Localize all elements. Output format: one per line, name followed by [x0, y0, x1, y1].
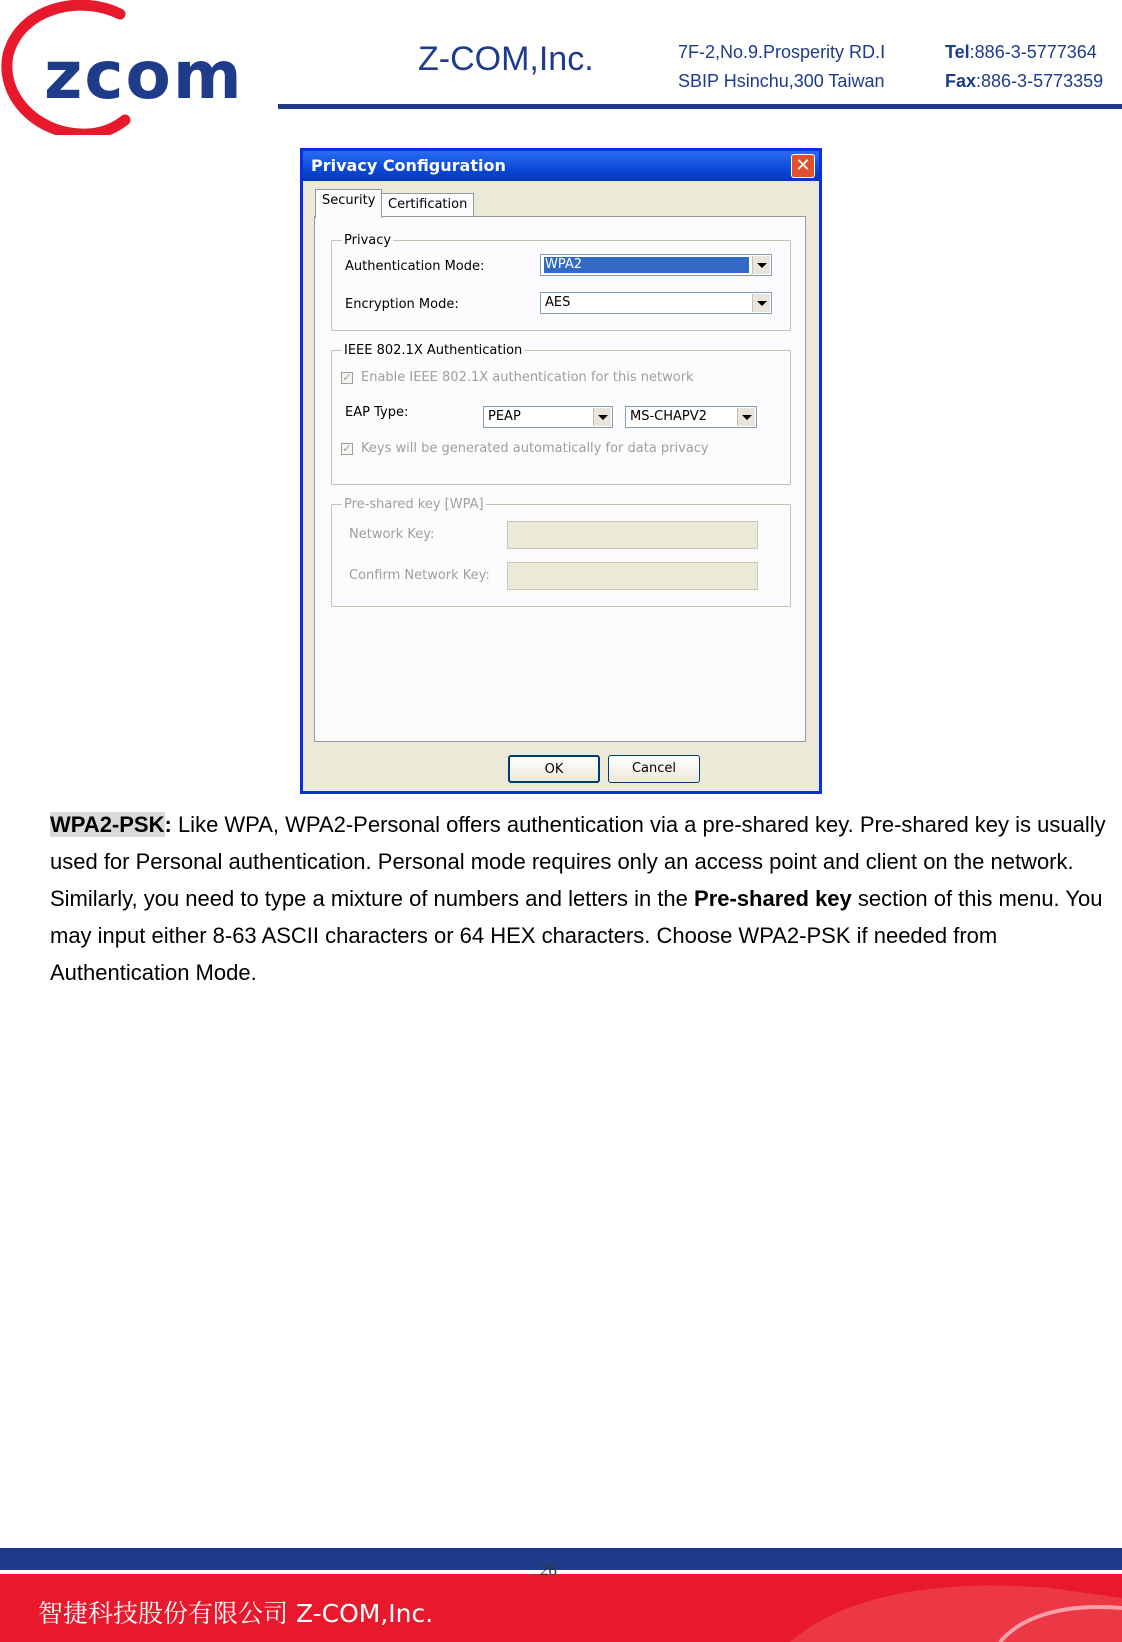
psk-group: [331, 497, 791, 607]
encryption-mode-label: Encryption Mode:: [345, 297, 459, 312]
privacy-configuration-dialog: [300, 148, 822, 794]
chevron-down-icon: [752, 294, 770, 312]
network-key-input[interactable]: [507, 521, 758, 549]
header-rule: [278, 104, 1122, 109]
ok-button[interactable]: OK: [508, 755, 600, 783]
company-name: Z-COM,Inc.: [418, 40, 594, 78]
keys-auto-checkbox[interactable]: ✓: [342, 442, 352, 455]
psk-legend: Pre-shared key [WPA]: [344, 497, 484, 512]
wpa2-psk-term: WPA2-PSK: [50, 812, 165, 837]
chevron-down-icon: [737, 408, 755, 426]
company-address: 7F-2,No.9.Prosperity RD.Ⅰ SBIP Hsinchu,300 Taiwan: [678, 42, 886, 91]
close-icon[interactable]: ✕: [791, 154, 815, 178]
footer-company: 智捷科技股份有限公司 Z-COM,Inc.: [38, 1599, 434, 1628]
privacy-group: [331, 233, 791, 331]
enable-ieee-checkbox[interactable]: ✓: [342, 371, 352, 384]
auth-mode-select[interactable]: WPA2: [540, 254, 772, 276]
ieee-legend: IEEE 802.1X Authentication: [344, 343, 523, 358]
chevron-down-icon: [593, 408, 611, 426]
auth-mode-label: Authentication Mode:: [345, 259, 485, 274]
svg-text:zcom: zcom: [44, 37, 244, 114]
zcom-logo: [0, 0, 290, 135]
confirm-network-key-input[interactable]: [507, 562, 758, 590]
dialog-titlebar: [303, 151, 819, 181]
wpa2-psk-description: WPA2-PSK: Like WPA, WPA2-Personal offers authentication via a pre-shared key. Pre-shared key is usually used for Personal authentication. Personal mode requires only an access point and client on the network. Similarly, you need to type a mixture of numbers and letters in the Pre-shared key section of this menu. You may input either 8-63 ASCII characters or 64 HEX characters. Choose WPA2-PSK if needed from Authentication Mode.: [50, 812, 1106, 985]
tab-certification[interactable]: Certification: [381, 193, 474, 217]
confirm-network-key-label: Confirm Network Key:: [349, 568, 490, 583]
tab-security[interactable]: Security: [315, 189, 382, 218]
privacy-legend: Privacy: [344, 233, 392, 248]
cancel-button[interactable]: Cancel: [608, 755, 700, 783]
eap-type-label: EAP Type:: [345, 405, 409, 420]
enable-ieee-label: Enable IEEE 802.1X authentication for this network: [361, 370, 694, 385]
pre-shared-key-term: Pre-shared key: [694, 886, 852, 911]
chevron-down-icon: [752, 256, 770, 274]
page-number: 28: [540, 1560, 557, 1579]
dialog-title: Privacy Configuration: [311, 156, 506, 175]
company-contact: Tel:886-3-5777364 Fax:886-3-5773359: [945, 42, 1104, 91]
inner-auth-select[interactable]: MS-CHAPV2: [625, 406, 757, 428]
encryption-mode-select[interactable]: AES: [540, 292, 772, 314]
eap-type-select[interactable]: PEAP: [483, 406, 613, 428]
security-panel: [314, 216, 806, 742]
network-key-label: Network Key:: [349, 527, 435, 542]
keys-auto-label: Keys will be generated automatically for data privacy: [361, 441, 709, 456]
